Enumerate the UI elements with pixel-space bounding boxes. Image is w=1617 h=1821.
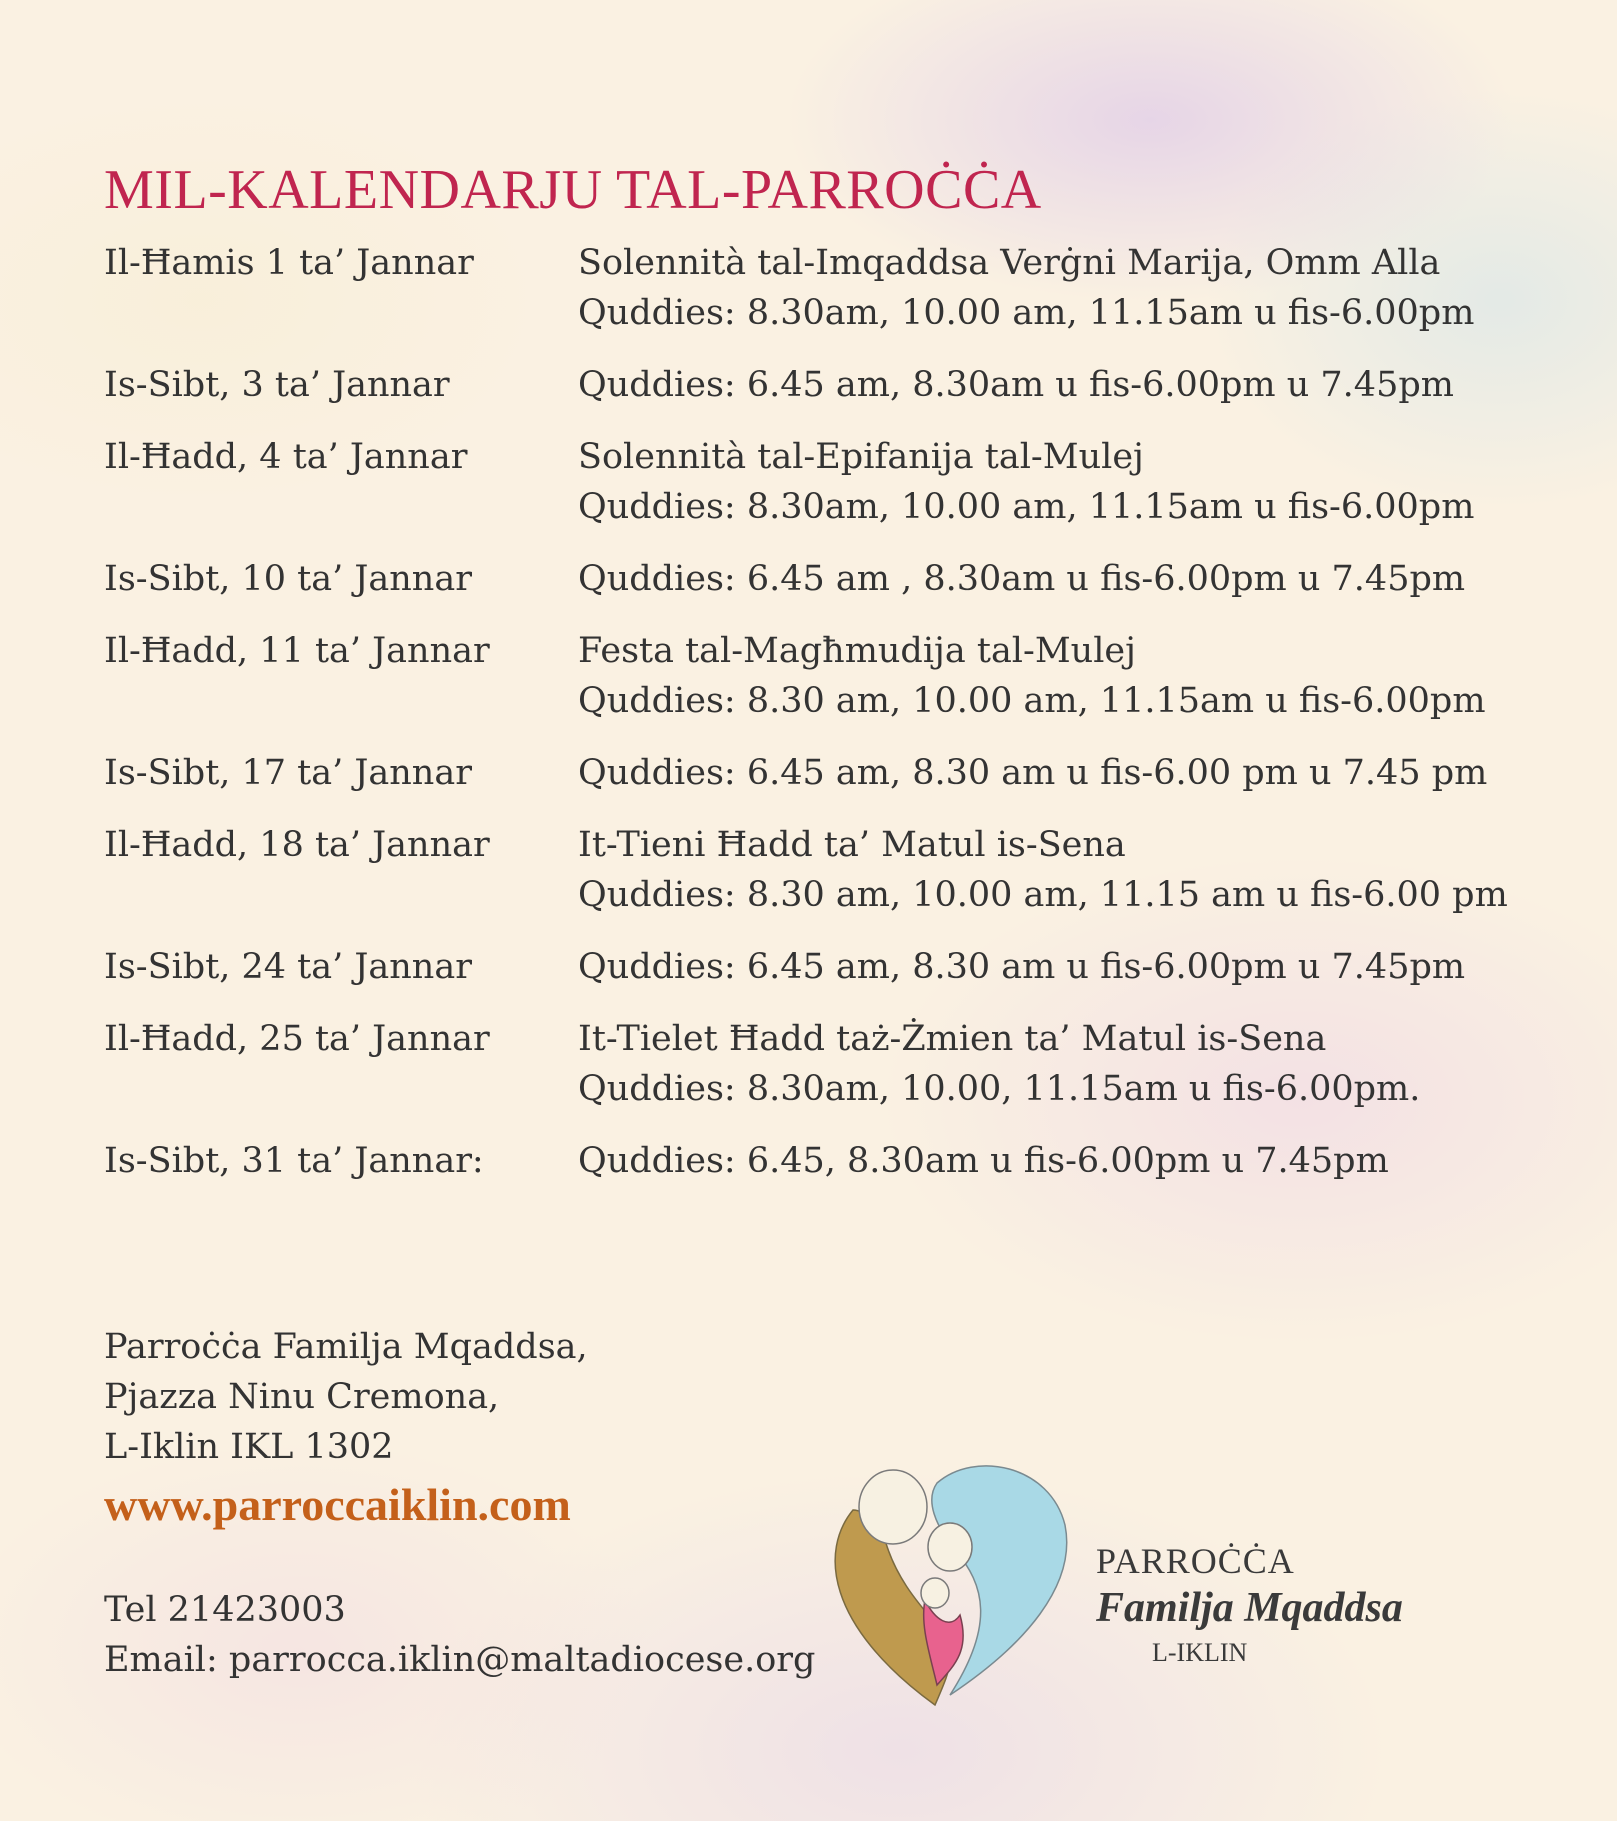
schedule-day: Is-Sibt, 31 ta’ Jannar: [104,1141,484,1181]
logo-text [1096,1540,1403,1668]
schedule-details [578,1014,1420,1114]
schedule-day: Is-Sibt, 24 ta’ Jannar [104,947,472,987]
schedule-day: Is-Sibt, 3 ta’ Jannar [104,365,450,405]
website-link[interactable]: www.parroccaiklin.com [104,1479,571,1530]
email-link[interactable]: Email: parrocca.iklin@maltadiocese.org [104,1640,816,1680]
holy-family-logo-icon [825,1455,1070,1710]
parish-address [104,1322,588,1472]
schedule-row [104,1136,1504,1186]
logo-line-familja: Familja Mqaddsa [1096,1585,1403,1631]
schedule-details [578,820,1508,920]
schedule-row [104,238,1504,338]
schedule-detail-line: Quddies: 6.45 am, 8.30am u fis-6.00pm u 7.45pm [578,365,1454,405]
schedule-details [578,942,1465,992]
schedule-details [578,554,1465,604]
schedule-row [104,626,1504,726]
schedule-row [104,554,1504,604]
schedule-details [578,432,1474,532]
schedule-row [104,820,1508,920]
logo-head-right [928,1523,972,1571]
schedule-detail-line: Quddies: 6.45 am, 8.30 am u fis-6.00pm u 7.45pm [578,947,1466,987]
schedule-row [104,360,1504,410]
schedule-detail-line: Quddies: 8.30am, 10.00, 11.15am u fis-6.00pm. [578,1069,1421,1109]
telephone: Tel 21423003 [104,1590,346,1630]
schedule-detail-line: Quddies: 8.30 am, 10.00 am, 11.15am u fis-6.00pm [578,681,1486,721]
address-line: L-Iklin IKL 1302 [104,1427,394,1467]
schedule-row [104,942,1504,992]
schedule-detail-line: Solennità tal-Imqaddsa Verġni Marija, Omm Alla [578,243,1441,283]
schedule-detail-line: Quddies: 8.30 am, 10.00 am, 11.15 am u fis-6.00 pm [578,875,1508,915]
schedule-detail-line: It-Tielet Ħadd taż-Żmien ta’ Matul is-Sena [578,1019,1327,1059]
schedule-detail-line: Quddies: 8.30am, 10.00 am, 11.15am u fis-6.00pm [578,293,1475,333]
schedule-day: Il-Ħadd, 18 ta’ Jannar [104,825,490,865]
schedule-row [104,1014,1504,1114]
schedule-day: Il-Ħadd, 25 ta’ Jannar [104,1019,490,1059]
schedule-list [104,238,1508,1208]
schedule-day: Il-Ħadd, 4 ta’ Jannar [104,437,468,477]
schedule-detail-line: Festa tal-Magħmudija tal-Mulej [578,631,1136,671]
schedule-day: Is-Sibt, 17 ta’ Jannar [104,753,472,793]
schedule-details [578,238,1474,338]
logo-line-iklin: L-IKLIN [1152,1638,1248,1667]
schedule-detail-line: Solennità tal-Epifanija tal-Mulej [578,437,1144,477]
schedule-day: Is-Sibt, 10 ta’ Jannar [104,559,472,599]
schedule-detail-line: Quddies: 8.30am, 10.00 am, 11.15am u fis-6.00pm [578,487,1475,527]
contact-info [104,1585,815,1685]
logo-head-left [859,1470,927,1544]
schedule-detail-line: Quddies: 6.45, 8.30am u fis-6.00pm u 7.45pm [578,1141,1389,1181]
logo-line-parrocca: PARROĊĊA [1096,1541,1295,1581]
logo-head-child [921,1578,949,1608]
schedule-detail-line: It-Tieni Ħadd ta’ Matul is-Sena [578,825,1126,865]
address-line: Parroċċa Familja Mqaddsa, [104,1327,588,1367]
schedule-details [578,360,1454,410]
schedule-detail-line: Quddies: 6.45 am, 8.30 am u fis-6.00 pm u 7.45 pm [578,753,1488,793]
address-line: Pjazza Ninu Cremona, [104,1377,500,1417]
schedule-details [578,748,1487,798]
page-title: MIL-KALENDARJU TAL-PARROĊĊA [104,159,1042,221]
schedule-row [104,748,1504,798]
schedule-details [578,1136,1389,1186]
schedule-day: Il-Ħadd, 11 ta’ Jannar [104,631,490,671]
schedule-details [578,626,1486,726]
schedule-day: Il-Ħamis 1 ta’ Jannar [104,243,474,283]
schedule-detail-line: Quddies: 6.45 am , 8.30am u fis-6.00pm u 7.45pm [578,559,1466,599]
schedule-row [104,432,1504,532]
